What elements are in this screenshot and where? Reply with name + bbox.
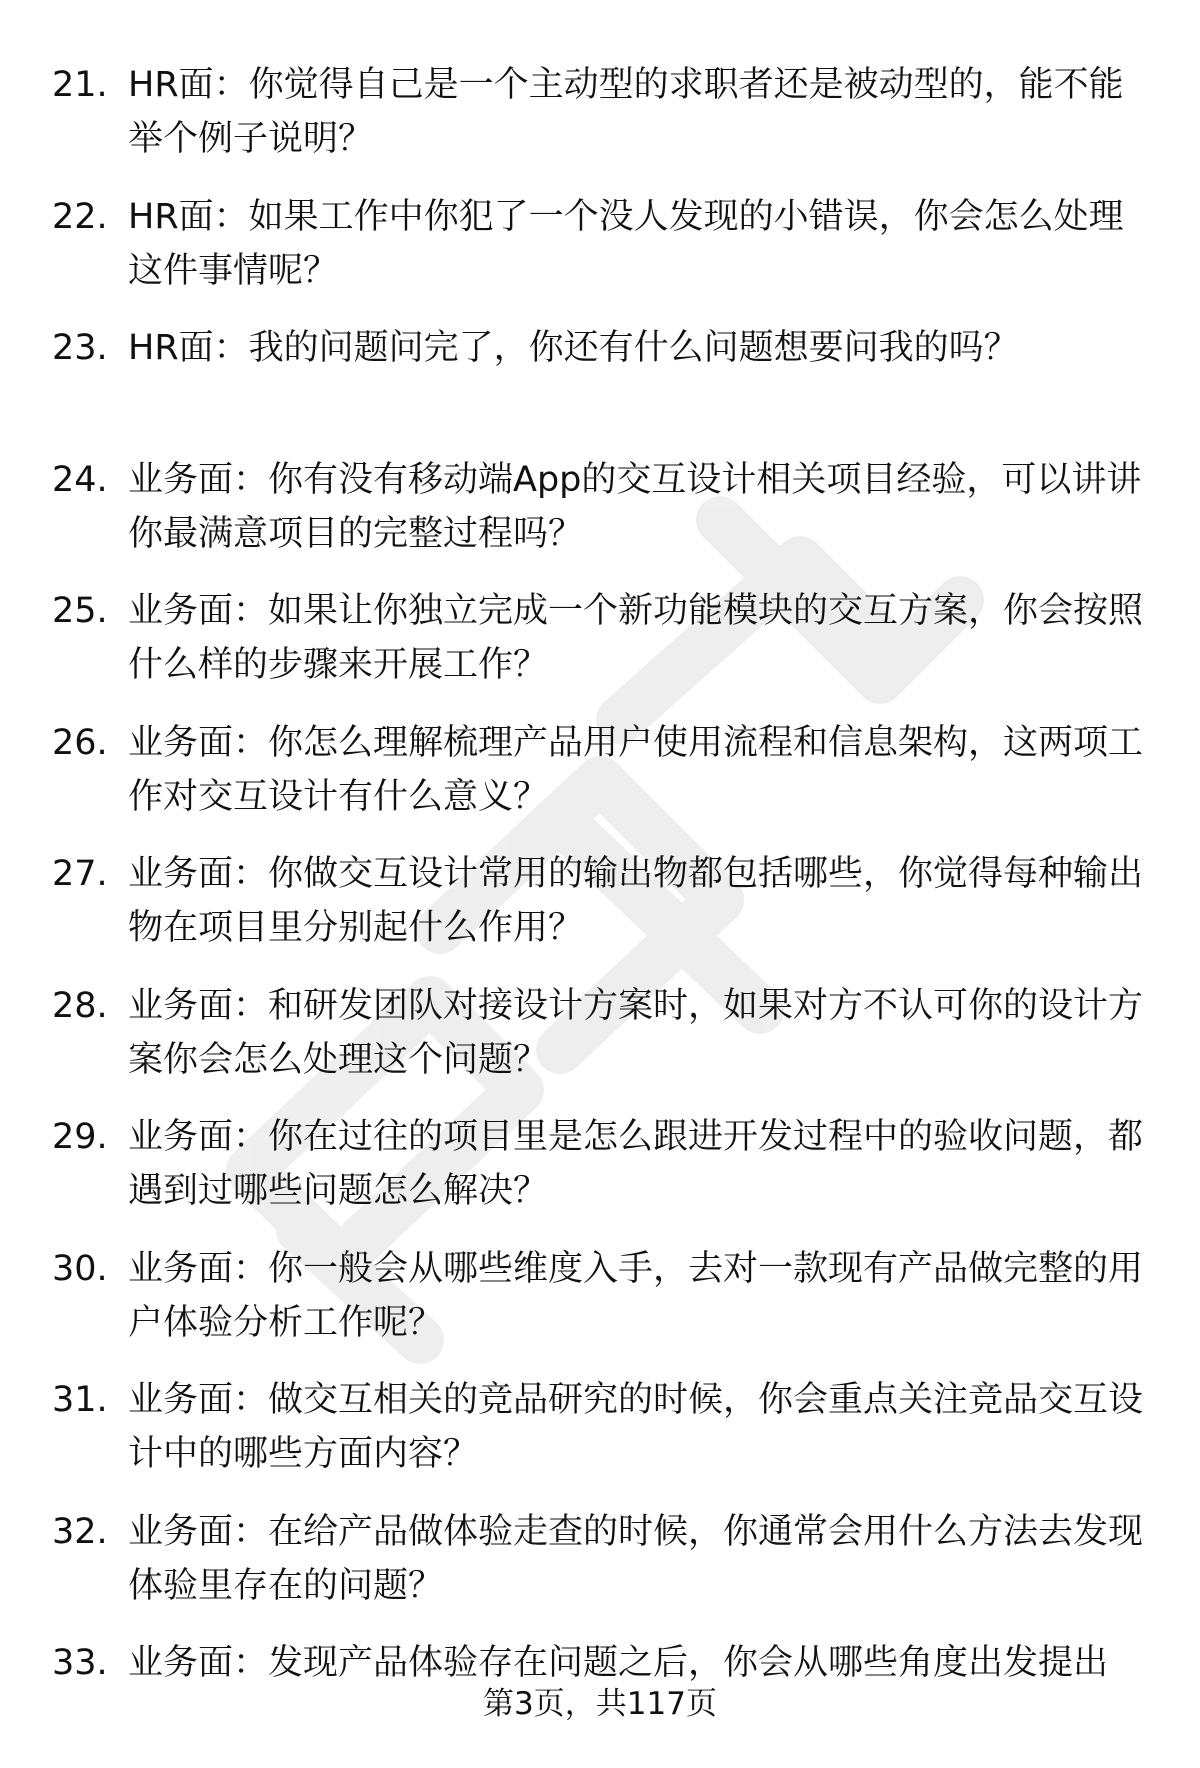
question-text: 业务面：你怎么理解梳理产品用户使用流程和信息架构，这两项工作对交互设计有什么意义？: [128, 722, 1144, 817]
question-text: 业务面：和研发团队对接设计方案时，如果对方不认可你的设计方案你会怎么处理这个问题？: [128, 985, 1144, 1080]
list-item: [0, 979, 1200, 1111]
question-text: 业务面：你有没有移动端App的交互设计相关项目经验，可以讲讲你最满意项目的完整过程吗？: [128, 459, 1142, 554]
question-number: 26.: [52, 722, 108, 763]
question-text: 业务面：如果让你独立完成一个新功能模块的交互方案，你会按照什么样的步骤来开展工作？: [128, 591, 1144, 685]
list-item: [0, 1242, 1200, 1374]
list-item: [0, 321, 1200, 453]
question-number: 28.: [52, 985, 108, 1026]
question-text: HR面：如果工作中你犯了一个没人发现的小错误，你会怎么处理这件事情呢？: [128, 196, 1124, 291]
question-number: 30.: [52, 1248, 108, 1289]
question-number: 21.: [52, 65, 108, 105]
list-item: [0, 584, 1200, 716]
page-number: 第3页，共117页: [483, 1686, 717, 1722]
question-text: 业务面：做交互相关的竞品研究的时候，你会重点关注竞品交互设计中的哪些方面内容？: [128, 1380, 1144, 1474]
question-text: 业务面：发现产品体验存在问题之后，你会从哪些角度出发提出: [128, 1643, 1109, 1683]
question-number: 24.: [52, 459, 108, 500]
question-number: 32.: [52, 1511, 108, 1552]
question-number: 25.: [52, 591, 108, 631]
list-item: [0, 716, 1200, 848]
question-number: 22.: [52, 196, 108, 237]
question-text: 业务面：你做交互设计常用的输出物都包括哪些，你觉得每种输出物在项目里分别起什么作用？: [128, 854, 1144, 948]
list-item: [0, 1373, 1200, 1505]
question-number: 23.: [52, 328, 108, 368]
list-item: [0, 1110, 1200, 1242]
question-text: 业务面：你在过往的项目里是怎么跟进开发过程中的验收问题，都遇到过哪些问题怎么解决？: [128, 1117, 1144, 1211]
question-list: [0, 58, 1200, 1768]
question-text: HR面：你觉得自己是一个主动型的求职者还是被动型的，能不能举个例子说明？: [128, 65, 1124, 159]
list-item: [0, 58, 1200, 190]
list-item: [0, 190, 1200, 322]
question-number: 29.: [52, 1117, 108, 1157]
question-text: 业务面：在给产品做体验走查的时候，你通常会用什么方法去发现体验里存在的问题？: [128, 1511, 1144, 1606]
question-text: HR面：我的问题问完了，你还有什么问题想要问我的吗？: [128, 328, 1019, 368]
question-number: 27.: [52, 854, 108, 894]
question-number: 33.: [52, 1643, 108, 1683]
list-item: [0, 1505, 1200, 1637]
list-item: [0, 453, 1200, 585]
question-text: 业务面：你一般会从哪些维度入手，去对一款现有产品做完整的用户体验分析工作呢？: [128, 1248, 1144, 1343]
list-item: [0, 847, 1200, 979]
question-number: 31.: [52, 1380, 108, 1420]
